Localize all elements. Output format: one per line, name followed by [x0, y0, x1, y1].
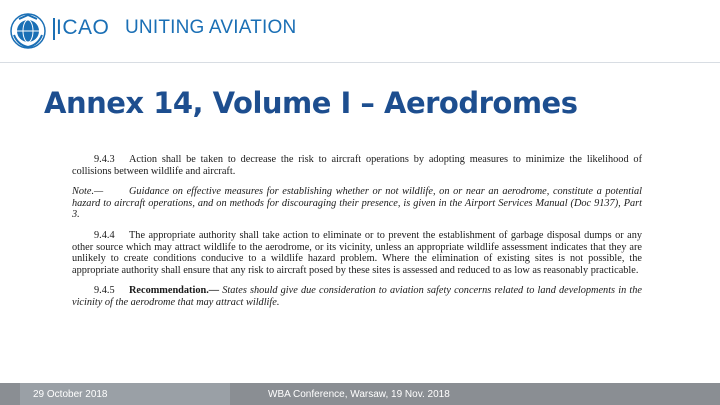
paragraph-number: 9.4.4 [94, 229, 115, 241]
note-text: Guidance on effective measures for establishing whether or not wildlife, on or near an aerodrome, constitute a potential hazard to aircraft operations, and on methods for discouraging their presence, is given in the Airport Services Manual (Doc 9137), Part 3. [72, 186, 642, 221]
note-label: Note.— [72, 186, 104, 198]
slide-footer [0, 383, 720, 405]
guidance-note [72, 186, 642, 221]
brand-name: ICAO [56, 16, 110, 39]
paragraph-9-4-3 [72, 154, 642, 177]
footer-event: WBA Conference, Warsaw, 19 Nov. 2018 [268, 389, 450, 400]
paragraph-9-4-4 [72, 230, 642, 276]
annex-excerpt [72, 154, 642, 318]
paragraph-number: 9.4.3 [94, 154, 115, 165]
paragraph-text: The appropriate authority shall take action to eliminate or to prevent the establishment of garbage disposal dumps or any other source which may attract wildlife to the aerodrome, or its vicinity, unless an appropriate wildlife assessment indicates that they are unlikely to create conditions conducive to a wildlife hazard problem. Where the elimination of existing sites is not possible, the appropriate authority shall ensure that any risk to aircraft posed by these sites is assessed and reduced to as low as reasonably practicable. [72, 229, 642, 276]
recommendation-text: States should give due consideration to aviation safety concerns related to land developments in the vicinity of the aerodrome that may attract wildlife. [72, 285, 642, 308]
brand-separator [53, 18, 55, 40]
icao-emblem-icon [8, 11, 48, 51]
header-divider [0, 62, 720, 63]
brand-tagline: UNITING AVIATION [125, 17, 297, 38]
footer-date: 29 October 2018 [33, 389, 108, 400]
slide-title: Annex 14, Volume I – Aerodromes [44, 86, 578, 120]
slide-header [0, 0, 720, 62]
paragraph-number: 9.4.5 [94, 285, 115, 297]
paragraph-9-4-5 [72, 285, 642, 308]
paragraph-text: Action shall be taken to decrease the risk to aircraft operations by adopting measures to minimize the likelihood of collisions between wildlife and aircraft. [72, 154, 642, 177]
recommendation-label: Recommendation.— [129, 285, 220, 297]
